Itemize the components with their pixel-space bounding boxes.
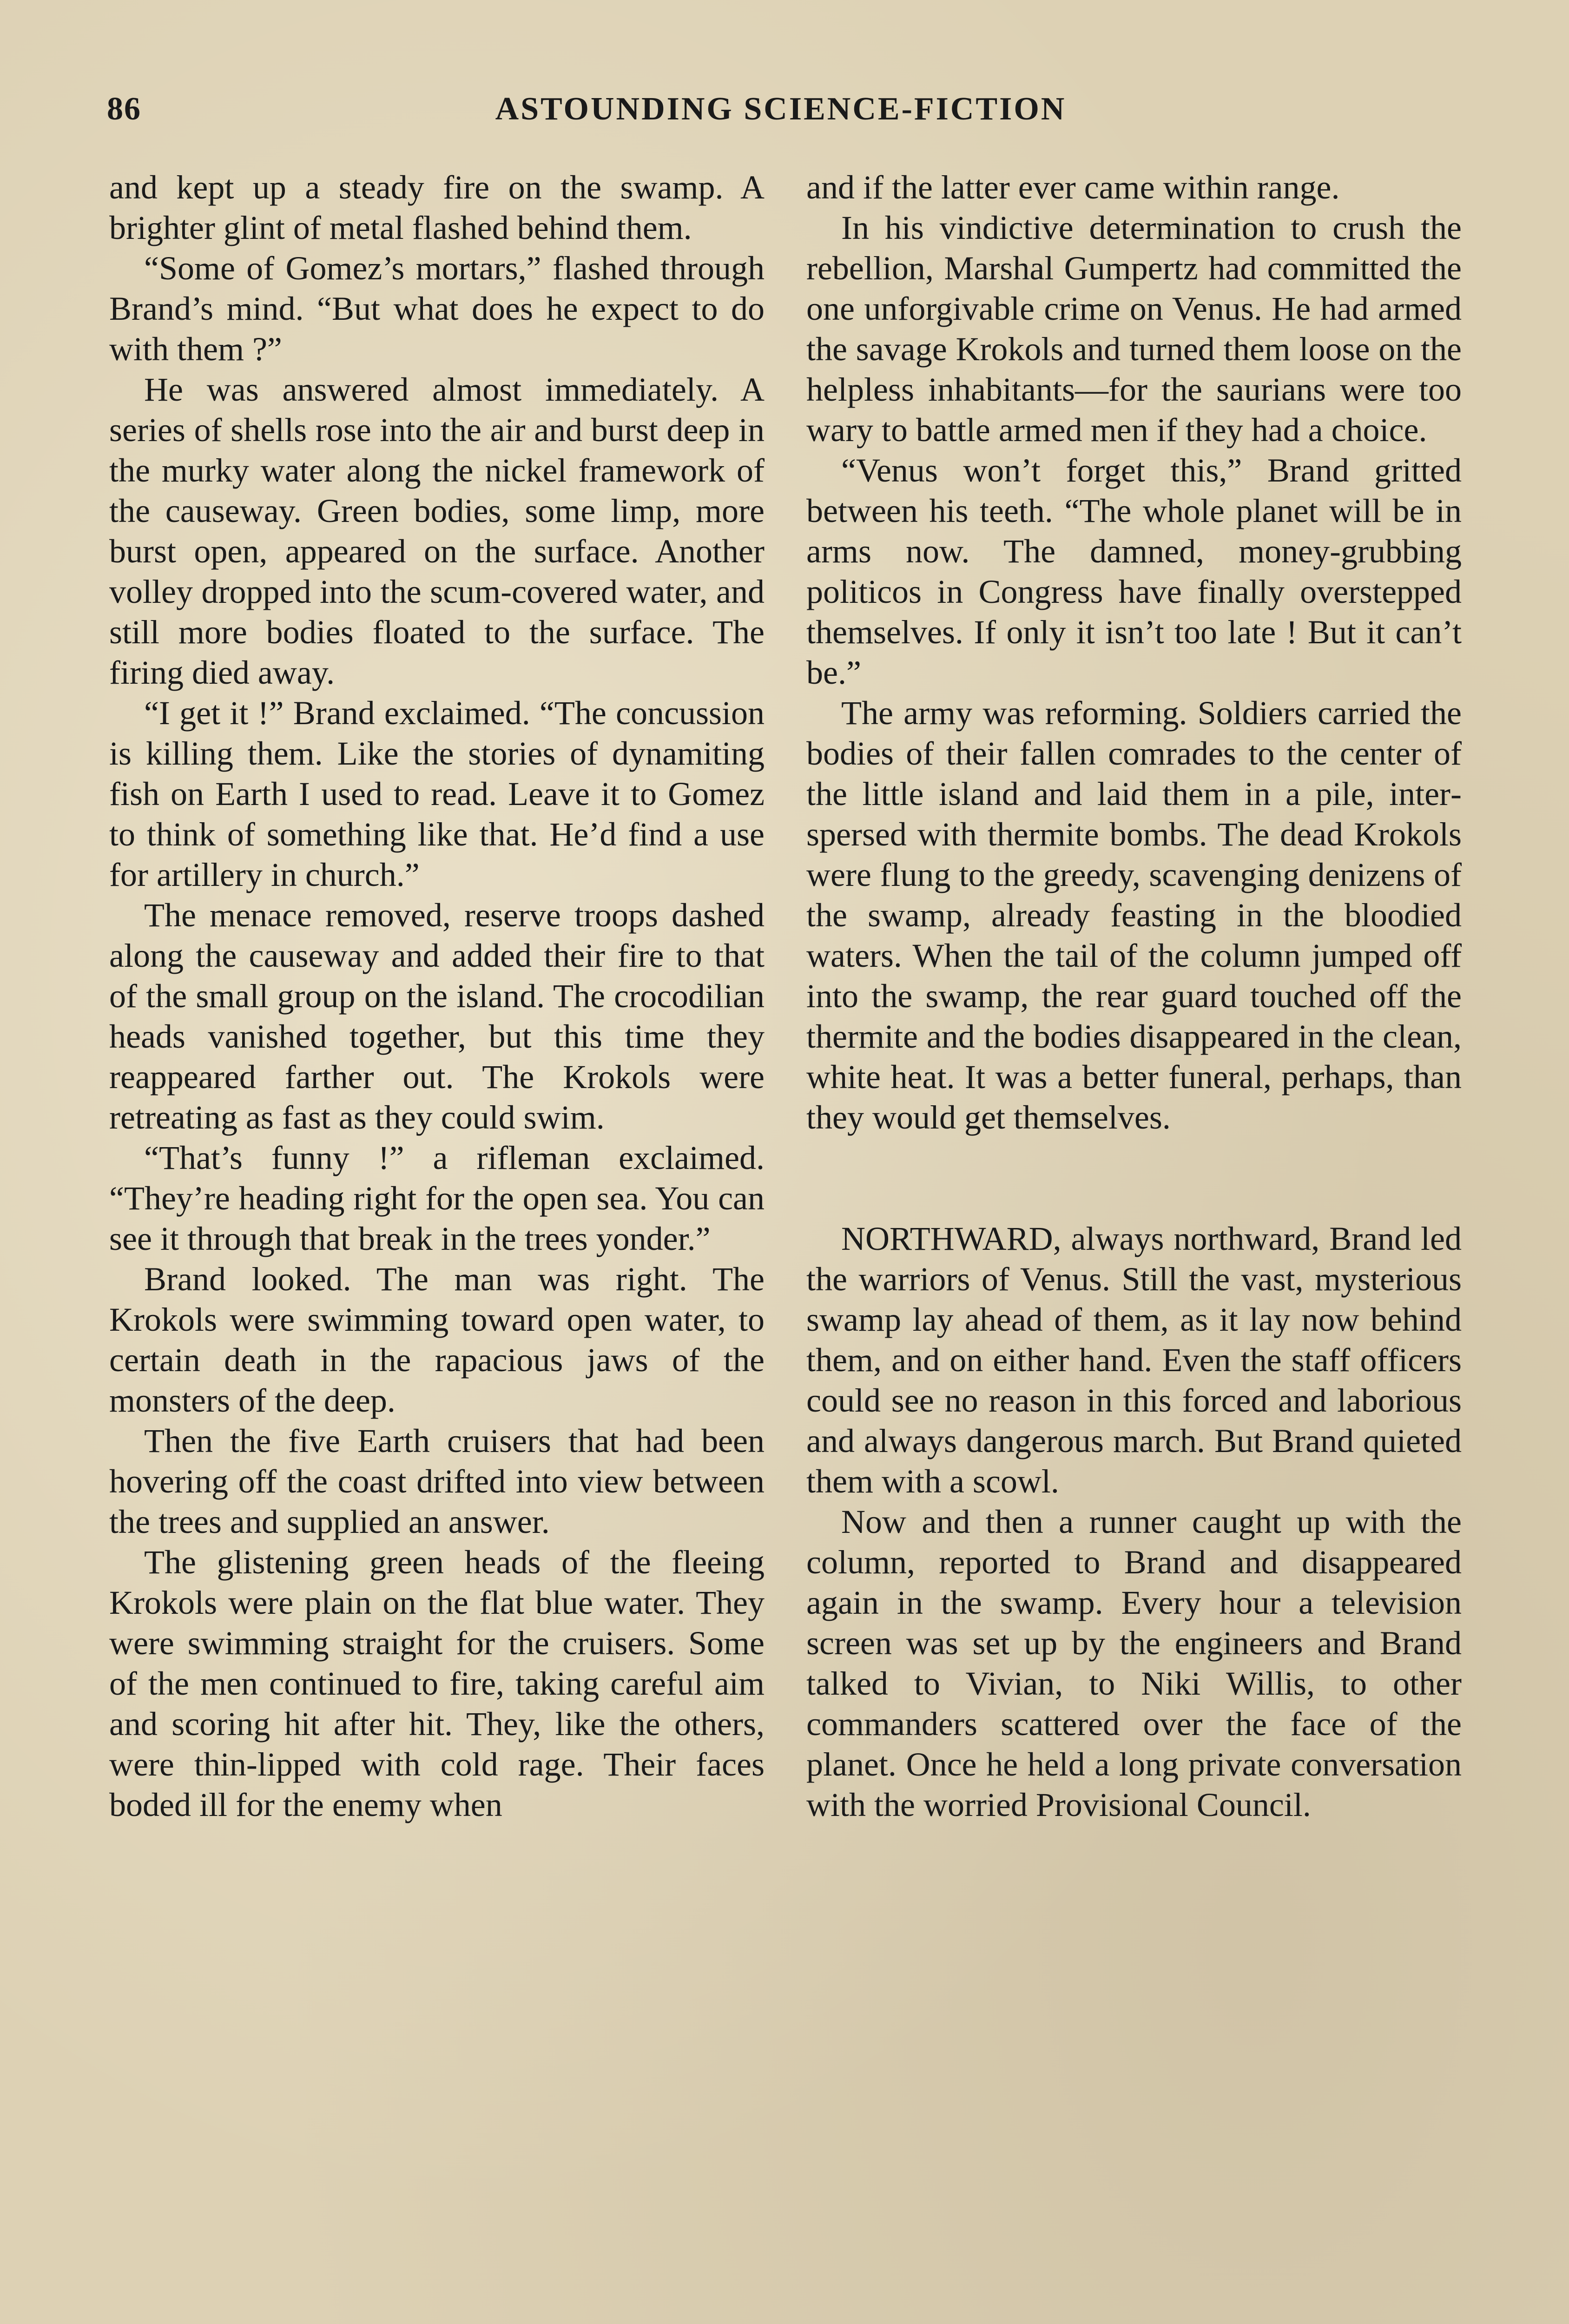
paragraph: The army was reforming. Soldiers carried the bodies of their fallen comrades to the center of the little island and laid them in a pile, interspersed with thermite bombs. The dead Krokols were flung to the greedy, scavenging denizens of the swamp, already feasting in the bloodied waters. When the tail of the column jumped off into the swamp, the rear guard touched off the thermite and the bodies disappeared in the clean, white heat. It was a better funeral, perhaps, than they would get themselves. [806,694,1462,1136]
paragraph: “Some of Gomez’s mortars,” flashed through Brand’s mind. “But what does he expect to do with them ?” [109,250,765,368]
paragraph: Then the five Earth cruisers that had been hovering off the coast drifted into view between the trees and supplied an answer. [109,1422,765,1540]
page-number: 86 [107,91,141,127]
section-break [806,1138,1462,1219]
paragraph: In his vindictive determination to crush the rebellion, Marshal Gumpertz had committed the one unforgivable crime on Venus. He had armed the savage Krokols and turned them loose on the helpless inhabitants—for the saurians were too wary to battle armed men if they had a choice. [806,209,1462,449]
paragraph: The menace removed, reserve troops dashed along the causeway and added their fire to that of the small group on the island. The crocodilian heads vanished together, but this time they reappeared farther out. The Krokols were retreating as fast as they could swim. [109,897,765,1136]
section-opening-paragraph: NORTHWARD, always northward, Brand led the warriors of Venus. Still the vast, mysterious swamp lay ahead of them, as it lay now behind them, and on either hand. Even the staff officers could see no reason in this forced and laborious and always dangerous march. But Brand quieted them with a scowl. [806,1220,1462,1500]
right-column [806,167,1462,2324]
running-title: ASTOUNDING SCIENCE-FICTION [495,91,1067,127]
page-header [107,91,1455,142]
paragraph: The glistening green heads of the fleeing Krokols were plain on the flat blue water. They were swimming straight for the cruisers. Some of the men continued to fire, taking careful aim and scoring hit after hit. They, like the others, were thin-lipped with cold rage. Their faces boded ill for the enemy when [109,1544,765,1823]
paragraph: “That’s funny !” a rifleman exclaimed. “They’re heading right for the open sea. You can see it through that break in the trees yonder.” [109,1139,765,1257]
paragraph: and kept up a steady fire on the swamp. A brighter glint of metal flashed behind them. [109,169,765,246]
paragraph: and if the latter ever came within range. [806,169,1340,206]
paragraph: “I get it !” Brand exclaimed. “The concussion is killing them. Like the stories of dynamiting fish on Earth I used to read. Leave it to Gomez to think of something like that. He’d find a use for artillery in church.” [109,694,765,893]
paragraph: Now and then a runner caught up with the column, reported to Brand and disappeared again in the swamp. Every hour a television screen was set up by the engineers and Brand talked to Vivian, to Niki Willis, to other commanders scattered over the face of the planet. Once he held a long private conversation with the worried Provisional Council. [806,1503,1462,1823]
paragraph: Brand looked. The man was right. The Krokols were swimming toward open water, to certain death in the rapacious jaws of the monsters of the deep. [109,1261,765,1419]
left-column [109,167,765,2324]
paragraph: “Venus won’t forget this,” Brand gritted between his teeth. “The whole planet will be in arms now. The damned, money-grubbing politicos in Congress have finally overstepped themselves. If only it isn’t too late ! But it can’t be.” [806,452,1462,691]
paragraph: He was answered almost immediately. A series of shells rose into the air and burst deep in the murky water along the nickel framework of the causeway. Green bodies, some limp, more burst open, appeared on the surface. Another volley dropped into the scum-covered water, and still more bodies floated to the surface. The firing died away. [109,371,765,691]
